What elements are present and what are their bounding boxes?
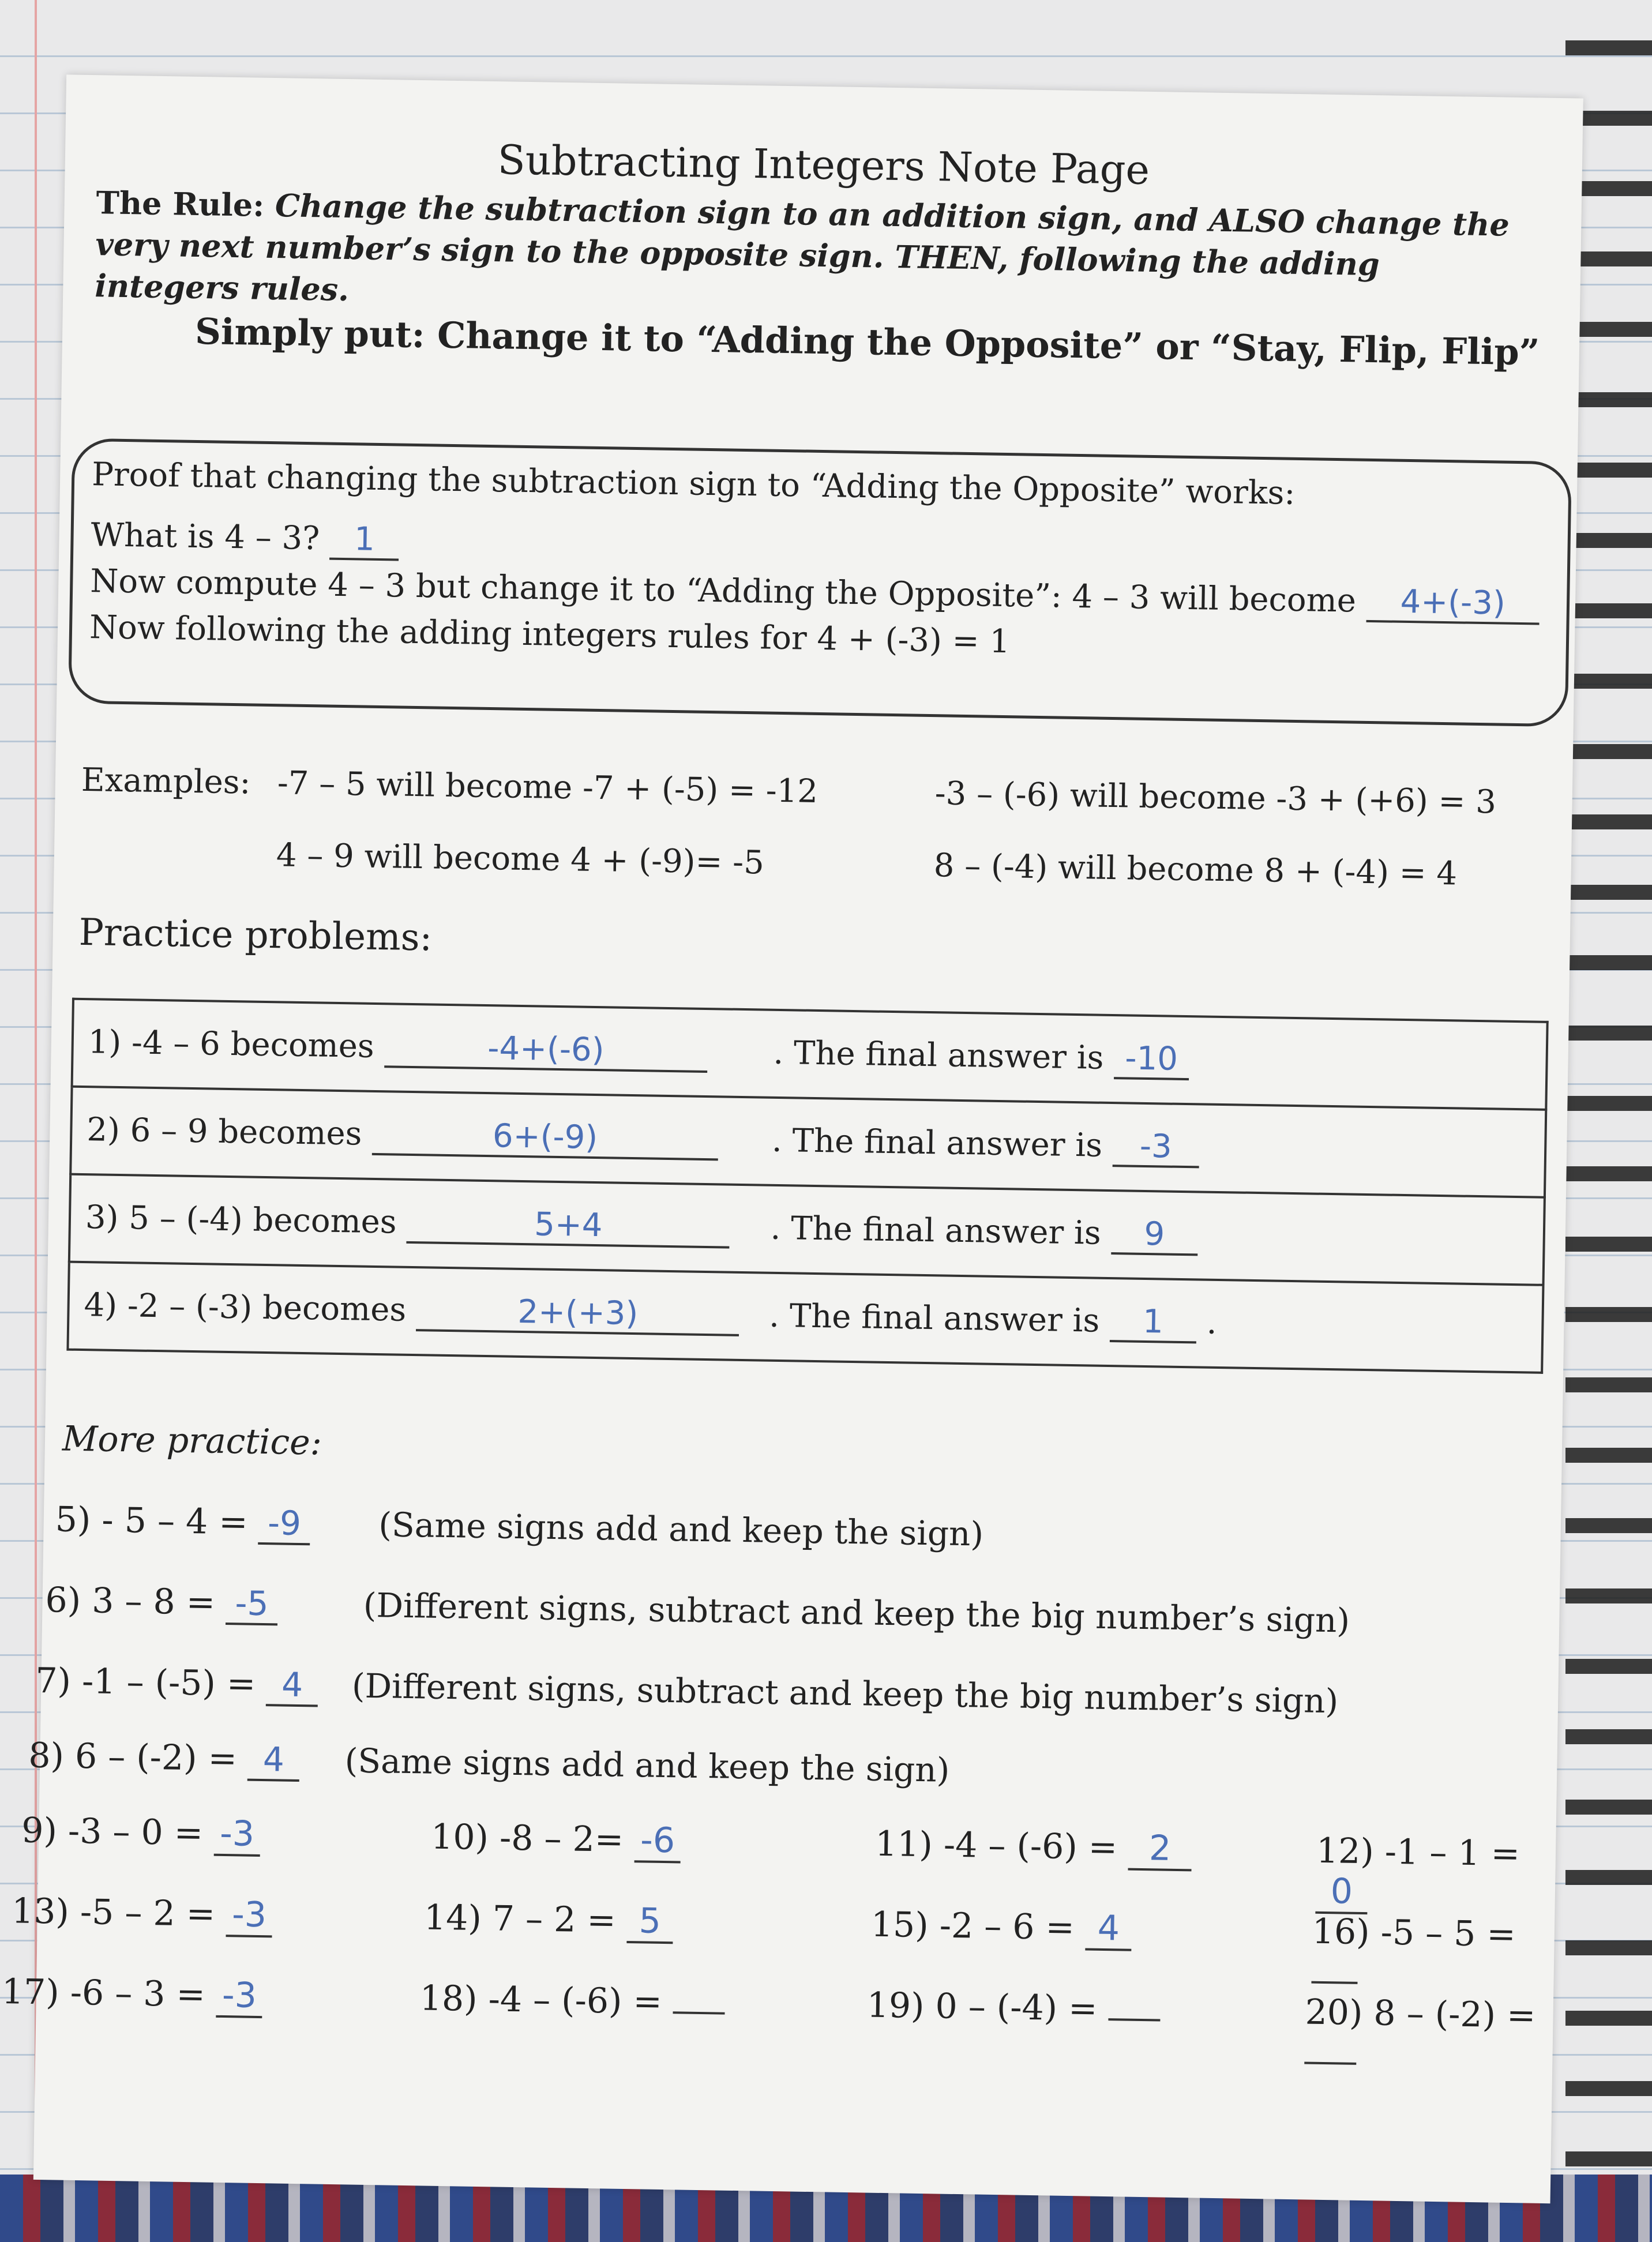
- problem-text: 10) -8 – 2=: [430, 1816, 624, 1860]
- simply-put-line: Simply put: Change it to “Adding the Opposite” or “Stay, Flip, Flip”: [194, 310, 1540, 374]
- problem-text: 16) -5 – 5 =: [1312, 1911, 1516, 1955]
- problem-text: 2) 6 – 9 becomes: [86, 1110, 362, 1153]
- row-end: .: [1206, 1304, 1218, 1342]
- answer: [1108, 2018, 1160, 2021]
- problem-text: 3) 5 – (-4) becomes: [85, 1198, 397, 1241]
- example-4: 8 – (-4) will become 8 + (-4) = 4: [933, 847, 1458, 893]
- answer: -6: [634, 1820, 681, 1863]
- answer: 4: [266, 1665, 318, 1707]
- practice-problem-4: [84, 1286, 759, 1336]
- example-2: -3 – (-6) will become -3 + (+6) = 3: [934, 775, 1497, 821]
- problem-text: 17) -6 – 3 =: [1, 1971, 206, 2015]
- problem-text: 20) 8 – (-2) =: [1305, 1992, 1536, 2036]
- problem-9: [21, 1811, 261, 1857]
- final-answer: -3: [1112, 1127, 1199, 1168]
- problem-text: 19) 0 – (-4) =: [866, 1985, 1098, 2029]
- answer: [1311, 1981, 1357, 1984]
- problem-text: 12) -1 – 1 =: [1316, 1830, 1520, 1875]
- problem-text: 9) -3 – 0 =: [21, 1810, 204, 1854]
- answer: [673, 2011, 725, 2014]
- more-practice-line-6: [45, 1580, 1350, 1643]
- problem-18: [419, 1978, 725, 2023]
- becomes-answer: 5+4: [407, 1203, 730, 1248]
- proof-question-3: Now following the adding integers rules for 4 + (-3) = 1: [89, 609, 1011, 661]
- problem-text: 7) -1 – (-5) =: [35, 1660, 256, 1704]
- answer: 4: [1085, 1907, 1132, 1951]
- hint: (Different signs, subtract and keep the big number’s sign): [351, 1666, 1339, 1721]
- problem-15: [870, 1905, 1132, 1951]
- rule-text: Change the subtraction sign to an addition sign, and ALSO change the very next number’s sign to the opposite sign. THEN, following the adding integers rules.: [94, 187, 1510, 309]
- proof-box: [68, 438, 1572, 727]
- proof-answer-1: 1: [329, 520, 399, 561]
- final-answer-label: . The final answer is: [772, 1034, 1104, 1077]
- problem-text: 1) -4 – 6 becomes: [88, 1023, 375, 1065]
- practice-table: [66, 998, 1548, 1374]
- problem-14: [423, 1897, 673, 1944]
- problem-text: 6) 3 – 8 =: [45, 1580, 216, 1623]
- problem-text: 11) -4 – (-6) =: [874, 1823, 1118, 1868]
- becomes-answer: -4+(-6): [384, 1028, 708, 1073]
- rule-paragraph: [95, 182, 1527, 329]
- hint: (Same signs add and keep the sign): [378, 1505, 984, 1554]
- answer: 4: [247, 1740, 300, 1782]
- answer: 2: [1128, 1828, 1192, 1872]
- practice-problem-1: [88, 1023, 763, 1073]
- more-practice-line-5: [55, 1499, 983, 1556]
- problem-text: 18) -4 – (-6) =: [419, 1978, 663, 2022]
- answer: -5: [226, 1583, 278, 1625]
- final-answer: 9: [1111, 1215, 1198, 1256]
- final-answer: 1: [1109, 1302, 1196, 1343]
- problem-11: [875, 1824, 1192, 1872]
- example-1: -7 – 5 will become -7 + (-5) = -12: [277, 764, 819, 810]
- final-answer-label: . The final answer is: [768, 1297, 1100, 1340]
- becomes-answer: 6+(-9): [372, 1115, 719, 1160]
- answer: -3: [226, 1894, 273, 1937]
- becomes-answer: 2+(+3): [416, 1291, 739, 1336]
- answer: [1304, 2061, 1356, 2064]
- proof-q1-text: What is 4 – 3?: [91, 516, 320, 558]
- problem-text: 8) 6 – (-2) =: [28, 1735, 238, 1779]
- examples-label: Examples:: [81, 761, 251, 802]
- example-3: 4 – 9 will become 4 + (-9)= -5: [276, 836, 765, 882]
- problem-text: 5) - 5 – 4 =: [55, 1499, 249, 1543]
- proof-heading: Proof that changing the subtraction sign to “Adding the Opposite” works:: [91, 456, 1296, 512]
- practice-problem-2: [87, 1111, 762, 1161]
- problem-17: [1, 1971, 262, 2018]
- proof-answer-2: 4+(-3): [1366, 583, 1540, 625]
- final-answer-label: . The final answer is: [771, 1121, 1103, 1165]
- practice-heading: Practice problems:: [78, 911, 433, 960]
- rule-lead: The Rule:: [96, 184, 265, 224]
- final-answer-label: . The final answer is: [770, 1209, 1102, 1252]
- practice-problem-3: [85, 1199, 760, 1249]
- final-answer: -10: [1114, 1039, 1189, 1080]
- problem-text: 14) 7 – 2 =: [423, 1897, 617, 1941]
- hint: (Same signs add and keep the sign): [344, 1741, 950, 1790]
- problem-10: [431, 1817, 681, 1864]
- proof-q2-text: Now compute 4 – 3 but change it to “Adding the Opposite”: 4 – 3 will become: [89, 562, 1357, 620]
- problem-16: [1311, 1911, 1555, 1996]
- problem-text: 13) -5 – 2 =: [11, 1891, 216, 1935]
- more-practice-line-7: [35, 1661, 1339, 1723]
- problem-20: [1304, 1992, 1553, 2076]
- worksheet-title: Subtracting Integers Note Page: [497, 136, 1150, 194]
- proof-question-1: [91, 516, 399, 561]
- answer: -9: [258, 1503, 310, 1545]
- problem-text: 15) -2 – 6 =: [870, 1904, 1075, 1948]
- answer: -3: [214, 1813, 261, 1857]
- answer: 0: [1315, 1871, 1368, 1914]
- worksheet-paper: [1, 74, 1583, 2203]
- problem-12: [1315, 1831, 1556, 1918]
- hint: (Different signs, subtract and keep the big number’s sign): [363, 1585, 1350, 1640]
- more-practice-heading: More practice:: [62, 1418, 322, 1463]
- answer: 5: [626, 1901, 673, 1944]
- more-practice-line-8: [28, 1736, 950, 1792]
- answer: -3: [216, 1975, 262, 2018]
- problem-13: [12, 1891, 273, 1937]
- problem-text: 4) -2 – (-3) becomes: [84, 1286, 407, 1329]
- problem-19: [866, 1985, 1161, 2030]
